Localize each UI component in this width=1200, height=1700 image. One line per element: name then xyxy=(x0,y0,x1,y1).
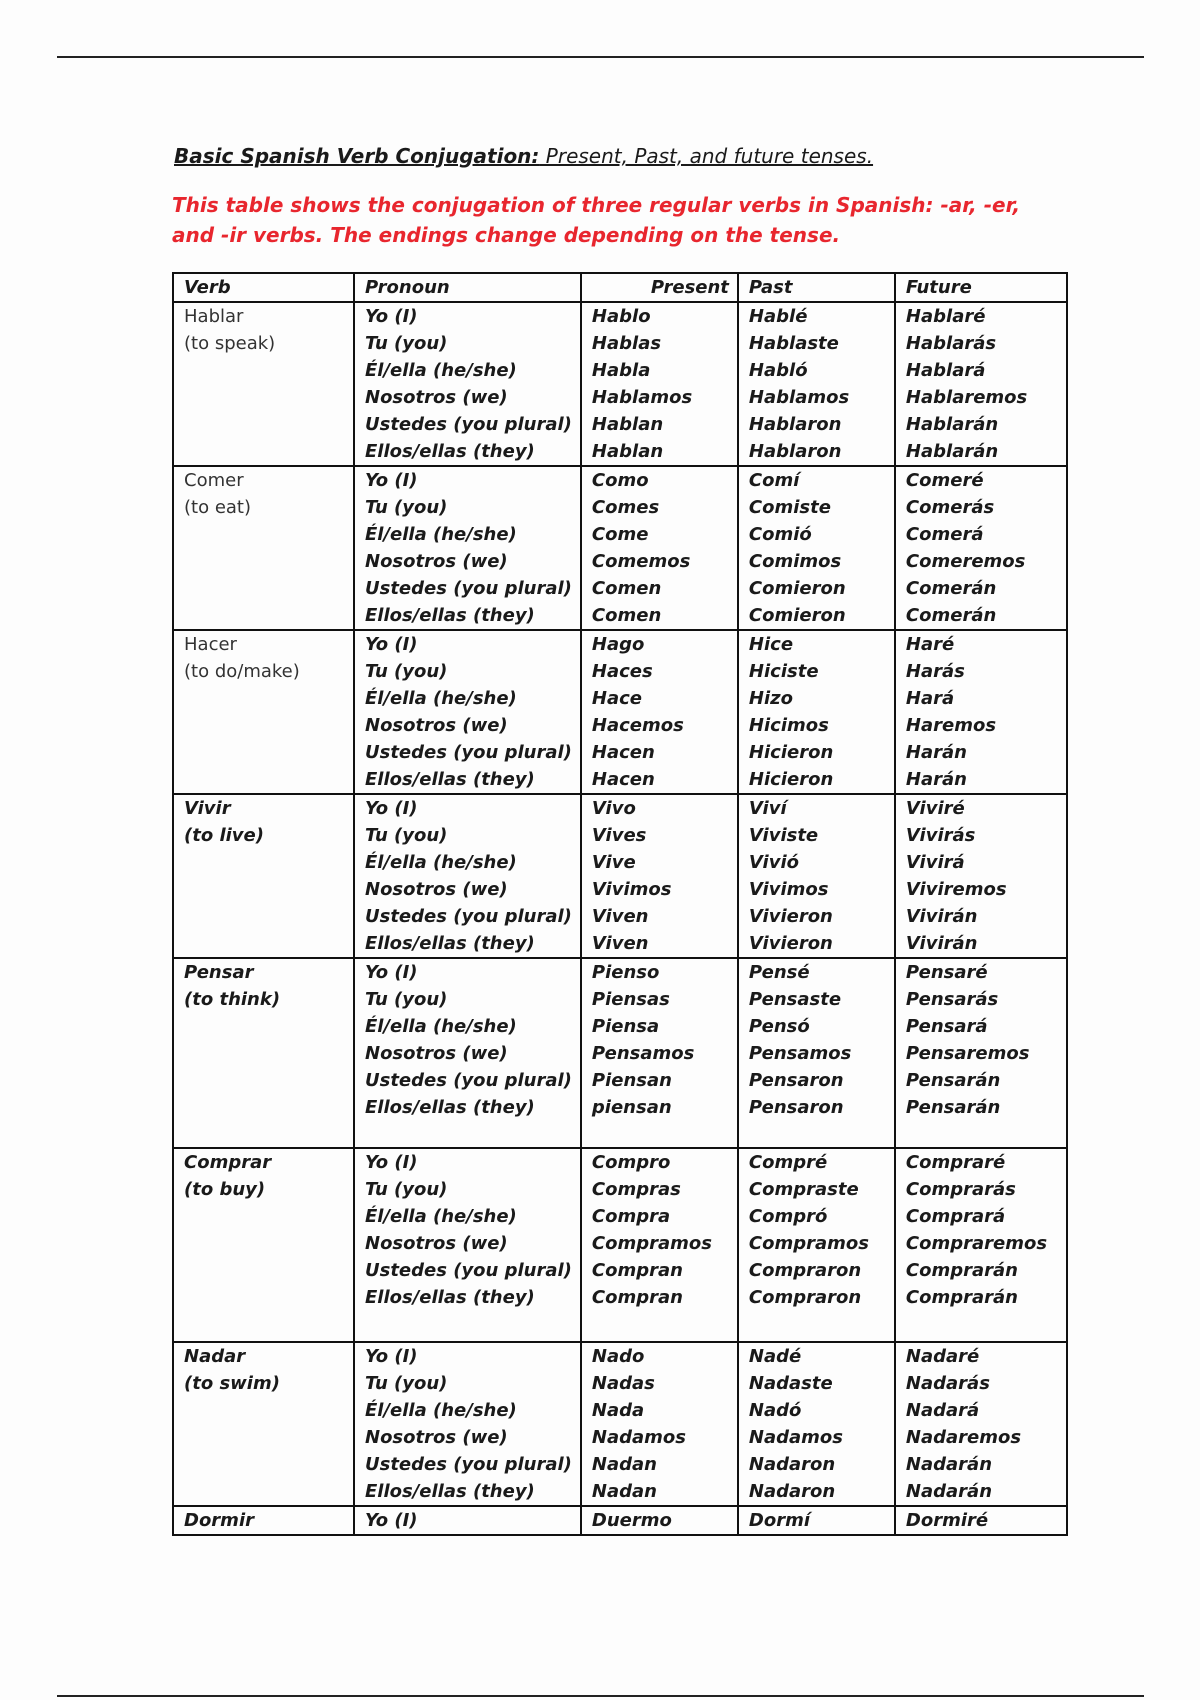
pronoun: Él/ella (he/she) xyxy=(365,852,517,873)
past-form: Hablaron xyxy=(748,414,842,435)
future-form: Comerán xyxy=(905,605,997,626)
verb-cell xyxy=(173,302,354,466)
future-form: Comeré xyxy=(905,470,984,491)
future-form: Hablaré xyxy=(905,306,986,327)
present-form: Hacen xyxy=(591,769,655,790)
pronoun: Ellos/ellas (they) xyxy=(365,605,535,626)
past-form: Hablaron xyxy=(748,441,842,462)
future-form: Compraremos xyxy=(905,1233,1048,1254)
verb-name: Comer xyxy=(184,470,244,491)
present-form: Habla xyxy=(591,360,651,381)
present-form: Compro xyxy=(591,1152,671,1173)
future-cell xyxy=(895,466,1067,630)
pronoun: Nosotros (we) xyxy=(365,1043,508,1064)
past-cell xyxy=(738,958,895,1148)
present-form: Compran xyxy=(591,1287,683,1308)
future-form: Compraré xyxy=(905,1152,1006,1173)
present-form: Nada xyxy=(591,1400,645,1421)
present-form: Vivo xyxy=(591,798,636,819)
pronoun: Ellos/ellas (they) xyxy=(365,1097,535,1118)
present-form: piensan xyxy=(591,1097,672,1118)
present-form: Como xyxy=(591,470,649,491)
pronoun: Nosotros (we) xyxy=(365,715,508,736)
verb-meaning: (to live) xyxy=(184,825,264,846)
pronoun: Yo (I) xyxy=(365,634,418,655)
pronoun: Él/ella (he/she) xyxy=(365,524,517,545)
verb-meaning: (to do/make) xyxy=(184,661,300,682)
present-form: Piensan xyxy=(591,1070,672,1091)
future-cell xyxy=(895,958,1067,1148)
future-form: Vivirás xyxy=(905,825,976,846)
verb-meaning: (to speak) xyxy=(184,333,276,354)
present-form: Comes xyxy=(591,497,660,518)
verb-name: Hablar xyxy=(184,306,244,327)
pronoun: Yo (I) xyxy=(365,470,418,491)
future-form: Comprarán xyxy=(905,1287,1018,1308)
future-cell xyxy=(895,1342,1067,1506)
title-lead: Basic Spanish Verb Conjugation: xyxy=(174,144,540,168)
table-row xyxy=(173,466,1067,630)
past-form: Viviste xyxy=(748,825,819,846)
past-form: Habló xyxy=(748,360,808,381)
past-form: Comió xyxy=(748,524,812,545)
pronoun: Nosotros (we) xyxy=(365,879,508,900)
pronoun: Ustedes (you plural) xyxy=(365,578,572,599)
future-form: Pensarás xyxy=(905,989,999,1010)
present-form: Hablan xyxy=(591,414,664,435)
future-form: Comeremos xyxy=(905,551,1026,572)
present-cell xyxy=(581,1342,738,1506)
present-form: Hablas xyxy=(591,333,662,354)
future-form: Pensarán xyxy=(905,1070,1001,1091)
verb-meaning: (to think) xyxy=(184,989,281,1010)
table-row xyxy=(173,1148,1067,1342)
pronoun: Ustedes (you plural) xyxy=(365,414,572,435)
future-form: Comerá xyxy=(905,524,984,545)
pronoun-cell xyxy=(354,958,581,1148)
verb-name: Comprar xyxy=(184,1152,272,1173)
future-form: Hablarás xyxy=(905,333,997,354)
future-form: Pensará xyxy=(905,1016,988,1037)
present-cell xyxy=(581,958,738,1148)
future-cell xyxy=(895,1506,1067,1535)
table-row xyxy=(173,958,1067,1148)
present-form: Comemos xyxy=(591,551,691,572)
present-form: Come xyxy=(591,524,649,545)
header-past: Past xyxy=(738,273,895,302)
verb-cell xyxy=(173,466,354,630)
pronoun-cell xyxy=(354,1506,581,1535)
present-form: Hablamos xyxy=(591,387,693,408)
future-form: Comprarás xyxy=(905,1179,1016,1200)
past-form: Nadamos xyxy=(748,1427,843,1448)
past-cell xyxy=(738,466,895,630)
future-form: Nadarán xyxy=(905,1454,993,1475)
pronoun: Él/ella (he/she) xyxy=(365,1016,517,1037)
future-form: Nadará xyxy=(905,1400,980,1421)
pronoun: Él/ella (he/she) xyxy=(365,1400,517,1421)
past-cell xyxy=(738,630,895,794)
present-form: Pienso xyxy=(591,962,660,983)
present-form: Compran xyxy=(591,1260,683,1281)
pronoun: Tu (you) xyxy=(365,989,448,1010)
present-cell xyxy=(581,466,738,630)
verb-cell xyxy=(173,1506,354,1535)
present-cell xyxy=(581,302,738,466)
past-form: Pensé xyxy=(748,962,810,983)
future-form: Harás xyxy=(905,661,965,682)
present-form: Compramos xyxy=(591,1233,712,1254)
top-rule xyxy=(57,56,1144,58)
past-cell xyxy=(738,1148,895,1342)
future-form: Haremos xyxy=(905,715,997,736)
past-form: Compraron xyxy=(748,1260,862,1281)
past-form: Compraste xyxy=(748,1179,859,1200)
future-form: Vivirá xyxy=(905,852,965,873)
pronoun: Nosotros (we) xyxy=(365,1233,508,1254)
future-form: Nadarán xyxy=(905,1481,993,1502)
past-form: Nadaron xyxy=(748,1481,836,1502)
present-form: Comen xyxy=(591,605,662,626)
future-form: Comprará xyxy=(905,1206,1006,1227)
pronoun: Ellos/ellas (they) xyxy=(365,441,535,462)
pronoun: Nosotros (we) xyxy=(365,387,508,408)
past-form: Comieron xyxy=(748,578,846,599)
past-form: Hablé xyxy=(748,306,808,327)
table-row xyxy=(173,630,1067,794)
past-form: Nadó xyxy=(748,1400,802,1421)
past-form: Pensamos xyxy=(748,1043,852,1064)
future-form: Hará xyxy=(905,688,955,709)
past-form: Compramos xyxy=(748,1233,869,1254)
verb-cell xyxy=(173,630,354,794)
past-form: Comí xyxy=(748,470,800,491)
bottom-rule xyxy=(57,1695,1144,1697)
pronoun: Ellos/ellas (they) xyxy=(365,1287,535,1308)
future-cell xyxy=(895,302,1067,466)
present-form: Pensamos xyxy=(591,1043,695,1064)
past-form: Compré xyxy=(748,1152,828,1173)
verb-name: Hacer xyxy=(184,634,237,655)
future-form: Haré xyxy=(905,634,955,655)
present-form: Nado xyxy=(591,1346,645,1367)
past-form: Nadé xyxy=(748,1346,802,1367)
past-form: Hicieron xyxy=(748,769,834,790)
present-form: Hace xyxy=(591,688,643,709)
table-row xyxy=(173,794,1067,958)
past-form: Comieron xyxy=(748,605,846,626)
pronoun: Yo (I) xyxy=(365,1510,418,1531)
future-form: Viviré xyxy=(905,798,965,819)
present-form: Compra xyxy=(591,1206,671,1227)
header-future: Future xyxy=(895,273,1067,302)
future-form: Comprarán xyxy=(905,1260,1018,1281)
past-form: Hablamos xyxy=(748,387,850,408)
title-rest: Present, Past, and future tenses. xyxy=(539,144,874,168)
pronoun: Yo (I) xyxy=(365,306,418,327)
past-cell xyxy=(738,1506,895,1535)
verb-cell xyxy=(173,794,354,958)
future-form: Pensarán xyxy=(905,1097,1001,1118)
past-cell xyxy=(738,302,895,466)
pronoun: Yo (I) xyxy=(365,1152,418,1173)
future-cell xyxy=(895,630,1067,794)
future-form: Viviremos xyxy=(905,879,1007,900)
pronoun: Él/ella (he/she) xyxy=(365,1206,517,1227)
present-cell xyxy=(581,1506,738,1535)
past-form: Vivieron xyxy=(748,906,833,927)
future-form: Pensaré xyxy=(905,962,988,983)
present-form: Viven xyxy=(591,906,649,927)
pronoun: Tu (you) xyxy=(365,825,448,846)
intro-text: This table shows the conjugation of three regular verbs in Spanish: -ar, -er, and -ir verbs. The endings change depending on the tense. xyxy=(172,193,1021,247)
header-verb: Verb xyxy=(173,273,354,302)
present-form: Piensa xyxy=(591,1016,660,1037)
table-row xyxy=(173,1342,1067,1506)
pronoun: Nosotros (we) xyxy=(365,1427,508,1448)
present-form: Hablo xyxy=(591,306,651,327)
past-form: Hice xyxy=(748,634,794,655)
verb-name: Dormir xyxy=(184,1510,254,1531)
present-form: Vivimos xyxy=(591,879,672,900)
past-form: Comiste xyxy=(748,497,831,518)
header-pronoun: Pronoun xyxy=(354,273,581,302)
verb-name: Nadar xyxy=(184,1346,246,1367)
verb-meaning: (to buy) xyxy=(184,1179,266,1200)
past-form: Pensaron xyxy=(748,1097,844,1118)
past-form: Vivieron xyxy=(748,933,833,954)
present-form: Hago xyxy=(591,634,645,655)
pronoun: Tu (you) xyxy=(365,333,448,354)
future-form: Hablará xyxy=(905,360,986,381)
pronoun: Ustedes (you plural) xyxy=(365,906,572,927)
pronoun: Ellos/ellas (they) xyxy=(365,933,535,954)
pronoun: Yo (I) xyxy=(365,798,418,819)
past-form: Dormí xyxy=(748,1510,811,1531)
past-form: Comimos xyxy=(748,551,842,572)
pronoun-cell xyxy=(354,630,581,794)
future-cell xyxy=(895,1148,1067,1342)
present-cell xyxy=(581,1148,738,1342)
past-form: Compraron xyxy=(748,1287,862,1308)
present-form: Nadan xyxy=(591,1454,657,1475)
present-form: Vive xyxy=(591,852,636,873)
table-body xyxy=(173,302,1067,1535)
pronoun: Ellos/ellas (they) xyxy=(365,769,535,790)
future-form: Nadaré xyxy=(905,1346,980,1367)
pronoun: Tu (you) xyxy=(365,1179,448,1200)
pronoun: Él/ella (he/she) xyxy=(365,688,517,709)
pronoun-cell xyxy=(354,1342,581,1506)
pronoun: Tu (you) xyxy=(365,661,448,682)
past-form: Pensaste xyxy=(748,989,842,1010)
verb-meaning: (to swim) xyxy=(184,1373,280,1394)
future-cell xyxy=(895,794,1067,958)
present-form: Haces xyxy=(591,661,653,682)
pronoun-cell xyxy=(354,466,581,630)
future-form: Hablaremos xyxy=(905,387,1028,408)
future-form: Comerán xyxy=(905,578,997,599)
present-form: Hacemos xyxy=(591,715,684,736)
future-form: Hablarán xyxy=(905,441,999,462)
past-form: Pensó xyxy=(748,1016,810,1037)
future-form: Harán xyxy=(905,769,967,790)
header-row xyxy=(173,273,1067,302)
present-cell xyxy=(581,794,738,958)
table-row xyxy=(173,1506,1067,1535)
present-form: Hacen xyxy=(591,742,655,763)
past-form: Hizo xyxy=(748,688,793,709)
past-form: Vivimos xyxy=(748,879,829,900)
verb-meaning: (to eat) xyxy=(184,497,251,518)
pronoun-cell xyxy=(354,302,581,466)
past-form: Viví xyxy=(748,798,787,819)
past-form: Compró xyxy=(748,1206,828,1227)
past-form: Hablaste xyxy=(748,333,839,354)
page-title xyxy=(174,144,873,168)
future-form: Vivirán xyxy=(905,906,978,927)
conjugation-table xyxy=(172,272,1068,1536)
pronoun-cell xyxy=(354,794,581,958)
table-row xyxy=(173,302,1067,466)
future-form: Hablarán xyxy=(905,414,999,435)
pronoun: Tu (you) xyxy=(365,497,448,518)
pronoun: Yo (I) xyxy=(365,1346,418,1367)
present-form: Viven xyxy=(591,933,649,954)
past-form: Hiciste xyxy=(748,661,819,682)
present-form: Vives xyxy=(591,825,647,846)
verb-cell xyxy=(173,1342,354,1506)
present-form: Nadas xyxy=(591,1373,655,1394)
present-form: Comen xyxy=(591,578,662,599)
pronoun: Ustedes (you plural) xyxy=(365,1454,572,1475)
verb-name: Vivir xyxy=(184,798,231,819)
present-cell xyxy=(581,630,738,794)
verb-name: Pensar xyxy=(184,962,254,983)
past-form: Hicieron xyxy=(748,742,834,763)
future-form: Vivirán xyxy=(905,933,978,954)
pronoun: Tu (you) xyxy=(365,1373,448,1394)
pronoun: Nosotros (we) xyxy=(365,551,508,572)
past-cell xyxy=(738,1342,895,1506)
pronoun: Él/ella (he/she) xyxy=(365,360,517,381)
present-form: Duermo xyxy=(591,1510,672,1531)
pronoun: Yo (I) xyxy=(365,962,418,983)
past-form: Nadaron xyxy=(748,1454,836,1475)
header-present: Present xyxy=(581,273,738,302)
past-form: Pensaron xyxy=(748,1070,844,1091)
pronoun: Ellos/ellas (they) xyxy=(365,1481,535,1502)
future-form: Harán xyxy=(905,742,967,763)
future-form: Nadarás xyxy=(905,1373,990,1394)
present-form: Hablan xyxy=(591,441,664,462)
pronoun: Ustedes (you plural) xyxy=(365,1260,572,1281)
verb-cell xyxy=(173,1148,354,1342)
verb-cell xyxy=(173,958,354,1148)
future-form: Comerás xyxy=(905,497,995,518)
pronoun: Ustedes (you plural) xyxy=(365,742,572,763)
past-form: Nadaste xyxy=(748,1373,833,1394)
pronoun: Ustedes (you plural) xyxy=(365,1070,572,1091)
future-form: Nadaremos xyxy=(905,1427,1022,1448)
present-form: Nadamos xyxy=(591,1427,686,1448)
future-form: Dormiré xyxy=(905,1510,989,1531)
past-form: Hicimos xyxy=(748,715,829,736)
past-form: Vivió xyxy=(748,852,799,873)
pronoun-cell xyxy=(354,1148,581,1342)
present-form: Compras xyxy=(591,1179,681,1200)
past-cell xyxy=(738,794,895,958)
present-form: Nadan xyxy=(591,1481,657,1502)
present-form: Piensas xyxy=(591,989,670,1010)
future-form: Pensaremos xyxy=(905,1043,1030,1064)
